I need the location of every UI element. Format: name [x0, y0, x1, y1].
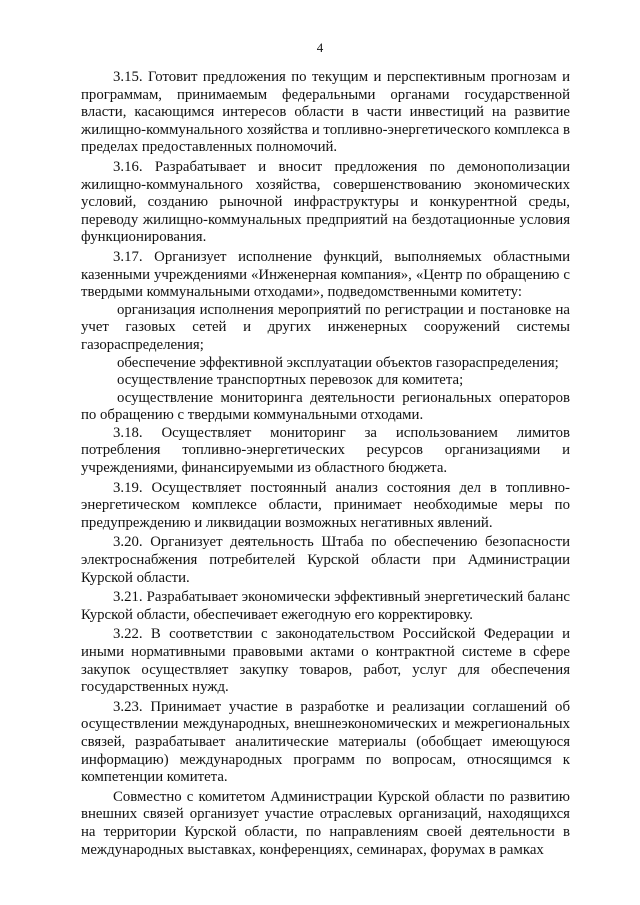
list-item: организация исполнения мероприятий по регистрации и постановке на учет газовых сетей и других инженерных сооружений системы газораспределения;	[81, 301, 570, 353]
paragraph-3-21: 3.21. Разрабатывает экономически эффективный энергетический баланс Курской области, обеспечивает ежегодную его корректировку.	[81, 589, 570, 623]
list-item: осуществление транспортных перевозок для комитета;	[117, 372, 464, 389]
paragraph-3-20: 3.20. Организует деятельность Штаба по обеспечению безопасности электроснабжения потребителей Курской области при Администрации Курской области.	[81, 534, 570, 586]
page-number: 4	[316, 40, 324, 55]
paragraph-3-19: 3.19. Осуществляет постоянный анализ состояния дел в топливно-энергетическом комплексе области, принимает необходимые меры по предупреждению и ликвидации возможных негативных явлений.	[81, 479, 570, 531]
list-item: обеспечение эффективной эксплуатации объектов газораспределения;	[117, 354, 559, 371]
paragraph-3-23-continued: Совместно с комитетом Администрации Курской области по развитию внешних связей организует участие отраслевых организаций, находящихся на территории Курской области, по направлениям своей деятельности в международных выставках, конференциях, семинарах, форумах в рамках	[81, 788, 570, 858]
paragraph-3-16: 3.16. Разрабатывает и вносит предложения по демонополизации жилищно-коммунального хозяйства, совершенствованию экономических условий, созданию рыночной инфраструктуры и конкурентной среды, переводу жилищно-коммунальных предприятий на бездотационные условия функционирования.	[81, 158, 570, 246]
paragraph-3-18: 3.18. Осуществляет мониторинг за использованием лимитов потребления топливно-энергетических ресурсов организациями и учреждениями, финансируемыми из областного бюджета.	[81, 424, 570, 477]
paragraph-3-22: 3.22. В соответствии с законодательством Российской Федерации и иными нормативными правовыми актами о контрактной системе в сфере закупок осуществляет закупку товаров, работ, услуг для обеспечения государственных нужд.	[81, 626, 570, 696]
list-item: осуществление мониторинга деятельности региональных операторов по обращению с твердыми коммунальными отходами.	[81, 389, 570, 424]
paragraph-3-15: 3.15. Готовит предложения по текущим и перспективным прогнозам и программам, принимаемым федеральными органами государственной власти, касающимся интересов области в части инвестиций на развитие жилищно-коммунального хозяйства и топливно-энергетического комплекса в пределах предоставленных полномочий.	[81, 69, 570, 156]
paragraph-3-17: 3.17. Организует исполнение функций, выполняемых областными казенными учреждениями «Инженерная компания», «Центр по обращению с твердыми коммунальными отходами», подведомственными комитету:	[81, 248, 570, 301]
document-body	[81, 69, 570, 859]
paragraph-3-23: 3.23. Принимает участие в разработке и реализации соглашений об осуществлении международных, внешнеэкономических и межрегиональных связей, разрабатывает аналитические материалы (обобщает имеющуюся информацию) международных программ по вопросам, относящимся к компетенции комитета.	[81, 698, 570, 786]
